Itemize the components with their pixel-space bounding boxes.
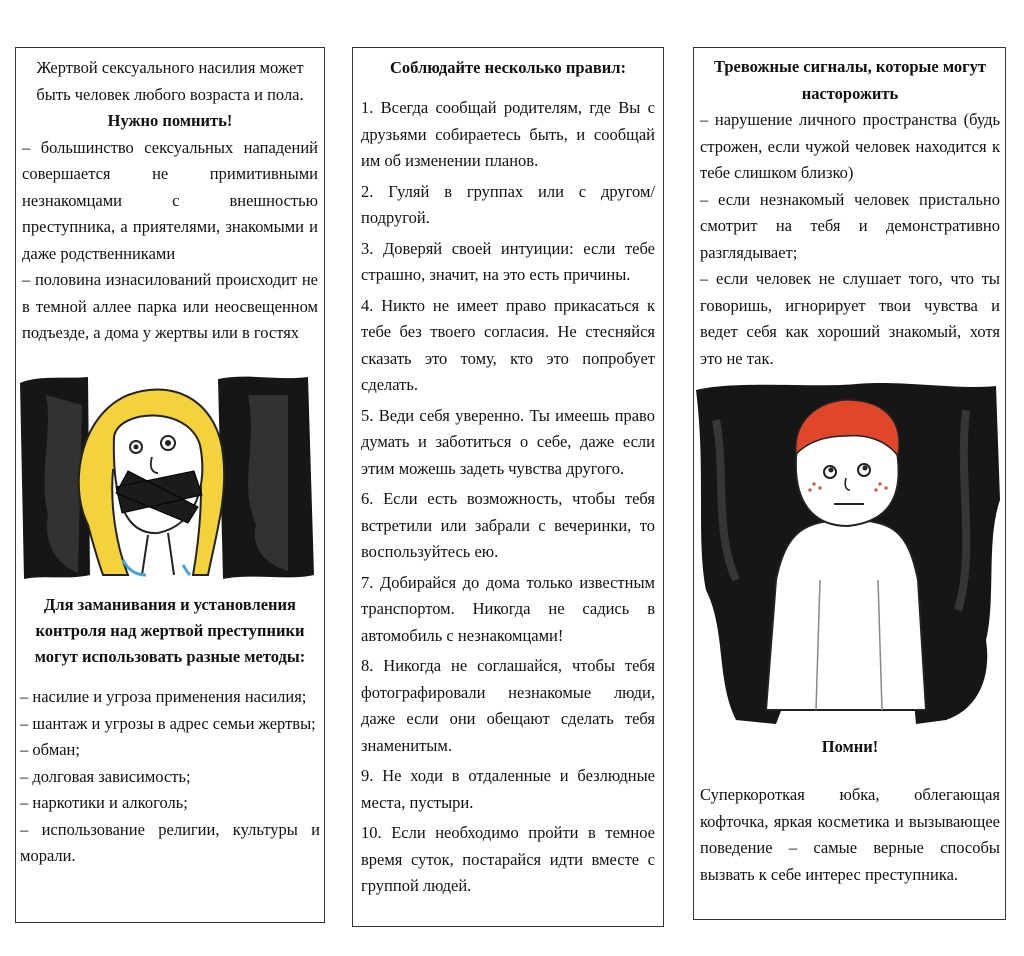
intro-text: Жертвой сексуального насилия может быть человек любого возраста и пола. [36,58,304,104]
methods-list [20,684,320,870]
remember-heading: Нужно помнить! [107,111,233,130]
remember-heading: Помни! [821,737,879,756]
body [766,520,926,710]
rules-title: Соблюдайте несколько правил: [389,58,626,77]
fact-attackers: – большинство сексуальных нападений совершается не примитивными незнакомцами с внешностью преступника, а приятелями, знакомыми и даже родственниками [22,137,318,263]
rules-list [361,95,655,904]
signals-title: Тревожные сигналы, которые могут насторожить [713,57,987,103]
redhead-boy-illustration [696,380,1002,726]
rule-item: 7. Добирайся до дома только известным транспортом. Никогда не садись в автомобиль с незнакомцами! [361,572,655,645]
rule-item: 3. Доверяй своей интуиции: если тебе страшно, значит, на это есть причины. [361,238,655,284]
rule-item: 5. Веди себя уверенно. Ты имеешь право думать и заботиться о себе, даже если этим можешь задеть чувства другого. [361,405,655,478]
signal-item: – нарушение личного пространства (будь строжен, если чужой человек находится к тебе слишком близко) [700,110,1000,182]
rule-item: 10. Если необходимо пройти в темное время суток, постарайся идти вместе с группой людей. [361,823,655,895]
panel-warning-signals [693,47,1006,920]
method-item: – использование религии, культуры и морали. [20,819,320,865]
gagged-girl-illustration [18,375,320,585]
methods-title: Для заманивания и установления контроля над жертвой преступники могут использовать разные методы: [34,595,306,666]
rule-item: 4. Никто не имеет право прикасаться к тебе без твоего согласия. Не стесняйся сказать это тому, кто это попробует сделать. [361,295,655,394]
method-item: – наркотики и алкоголь; [20,793,188,812]
fact-location: – половина изнасилований происходит не в темной аллее парка или неосвещенном подъезде, а дома у жертвы или в гостях [22,270,318,342]
method-item: – насилие и угроза применения насилия; [20,687,307,706]
intro-block [22,55,318,347]
clothing-warning: Суперкороткая юбка, облегающая кофточка, яркая косметика и вызывающее поведение – самые верные способы вызвать к себе интерес преступника. [700,785,1000,884]
method-item: – обман; [20,740,80,759]
rule-item: 2. Гуляй в группах или с другом/подругой. [361,181,655,227]
signals-list [700,107,1000,372]
panel-victim-info [15,47,325,923]
signal-item: – если человек не слушает того, что ты говоришь, игнорирует твои чувства и ведет себя как хороший знакомый, хотя это не так. [700,269,1000,368]
panel-safety-rules [352,47,664,927]
rule-item: 8. Никогда не соглашайся, чтобы тебя фотографировали незнакомые люди, даже если они обещают сделать тебя знаменитым. [361,656,655,755]
method-item: – шантаж и угрозы в адрес семьи жертвы; [20,713,316,733]
rule-item: 9. Не ходи в отдаленные и безлюдные места, пустыри. [361,766,655,812]
rule-item: 1. Всегда сообщай родителям, где Вы с друзьями собираетесь быть, и сообщай им об изменении планов. [361,98,655,170]
method-item: – долговая зависимость; [20,766,191,786]
rule-item: 6. Если есть возможность, чтобы тебя встретили или забрали с вечеринки, то воспользуйтесь ею. [361,489,655,561]
signal-item: – если незнакомый человек пристально смотрит на тебя и демонстративно разглядывает; [700,189,1000,262]
